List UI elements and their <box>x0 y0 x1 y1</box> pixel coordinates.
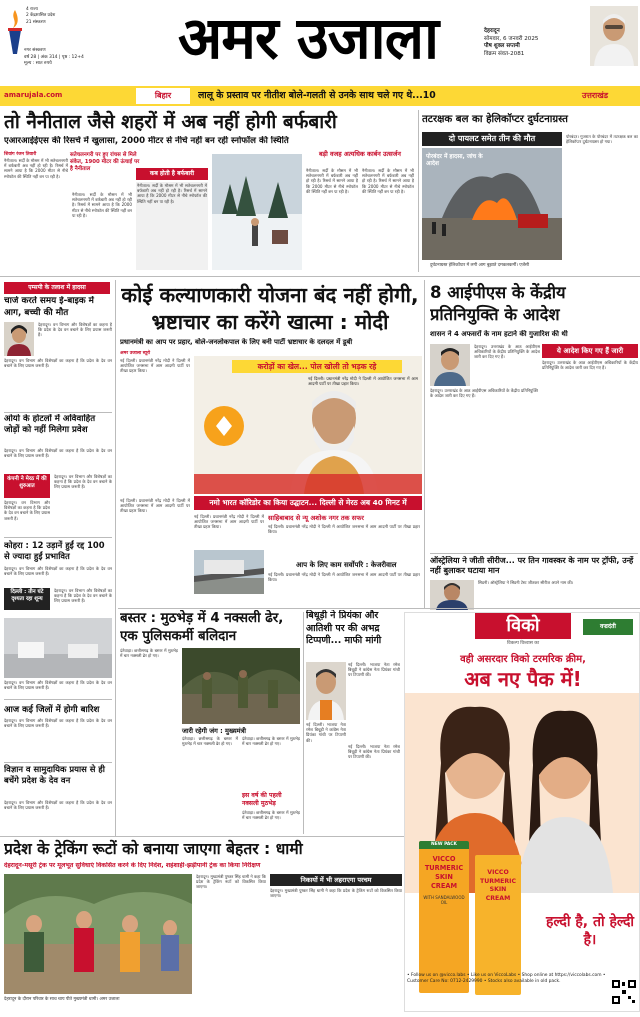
bihar-label: बिहार <box>136 88 190 104</box>
dhami-box-body: देहरादून। मुख्यमंत्री पुष्कर सिंह धामी ने कहा कि प्रदेश के ट्रेकिंग रूटों को विकसित किया जाएगा। <box>270 888 402 899</box>
namo-strip: नमो भारत कॉरिडोर का किया उद्घाटन... दिल्ली से मेरठ अब 40 मिनट में <box>194 496 422 510</box>
cricket-headline[interactable]: ऑस्ट्रेलिया ने जीती सीरीज... पर तिन गावस्कर के नाम पर ट्रॉफी, उन्हें नहीं बुलाकर घटाया मान <box>430 556 634 576</box>
rain-headline[interactable]: आज कई जिलों में होगी बारिश <box>4 705 100 715</box>
divider <box>4 762 112 763</box>
forest-body: देहरादून। वन विभाग और विशेषज्ञों का कहना है कि प्रदेश के देव वन बचाने के लिए प्रयास जरूरी हैं। <box>4 800 112 811</box>
ips-body: देहरादून। उत्तराखंड के आठ आईपीएस अधिकारियों के केंद्रीय प्रतिनियुक्ति के आदेश जारी कर दिए गए हैं। <box>474 344 540 360</box>
topbar-headline[interactable]: लालू के प्रस्ताव पर नीतीश बोले-गलती से उनके साथ चले गए थे...10 <box>198 90 436 101</box>
forest-headline[interactable]: विज्ञान व सामुदायिक प्रयास से ही बचेंगे प्रदेश के देव वन <box>4 764 105 786</box>
bidhuri-body-2: नई दिल्ली। भाजपा नेता रमेश बिधूड़ी ने कांग्रेस नेता प्रियंका गांधी पर टिप्पणी की। <box>306 722 346 743</box>
side-kicker: बड़ी वजह अत्यधिक कार्बन उत्सर्जन <box>319 150 401 158</box>
lead-kicker: सतेचलनगरी पर हुए रांचस से मिले संकेत, 1900 मीटर की ऊंचाई पर है नैनीताल <box>70 152 140 172</box>
fog-headline[interactable]: कोहरा : 12 उड़ानें हुईं रद्द 100 से ज्यादा हुईं प्रभावित <box>4 540 105 562</box>
divider <box>118 608 640 609</box>
oyo-body-2: देहरादून। वन विभाग और विशेषज्ञों का कहना है कि प्रदेश के देव वन बचाने के लिए प्रयास जरूरी हैं। <box>54 474 112 490</box>
modi-quote-body: नई दिल्ली। प्रधानमंत्री नरेंद्र मोदी ने दिल्ली में आयोजित जनसभा में आम आदमी पार्टी पर तीखा प्रहार किया। <box>308 376 418 387</box>
modi-body-2: नई दिल्ली। प्रधानमंत्री नरेंद्र मोदी ने दिल्ली में आयोजित जनसभा में आम आदमी पार्टी पर तीखा प्रहार किया। <box>120 498 190 514</box>
bidhuri-headline[interactable]: बिधूड़ी ने प्रियंका और आतिशी पर की अभद्र टिप्पणी... माफी मांगी <box>306 610 382 647</box>
ad-product: VICCO TURMERIC SKIN CREAM <box>479 869 516 902</box>
left-col-kicker: एम्सपी के तलाश में हादसा <box>4 282 110 294</box>
ad-product: VICCO TURMERIC SKIN CREAM <box>424 855 464 890</box>
flag-line: 4 राज्य <box>26 7 38 12</box>
divider <box>424 280 425 608</box>
city: देहरादून <box>484 28 500 34</box>
bidhuri-photo <box>306 662 346 720</box>
snowfall-box-title: कब होती है बर्फबारी <box>136 168 208 180</box>
bastar-sub: इस वर्ष की पहली नक्सली मुठभेड़ <box>242 792 282 807</box>
divider <box>0 836 404 837</box>
divider <box>4 699 112 700</box>
kejriwal-headline: आप के लिए काम सर्वोपरि : केजरीवाल <box>296 561 397 569</box>
bidhuri-body-3: नई दिल्ली। भाजपा नेता रमेश बिधूड़ी ने कांग्रेस नेता प्रियंका गांधी पर टिप्पणी की। <box>348 744 400 760</box>
bidhuri-body: नई दिल्ली। भाजपा नेता रमेश बिधूड़ी ने कांग्रेस नेता प्रियंका गांधी पर टिप्पणी की। <box>348 662 400 678</box>
portrait-photo <box>590 6 638 66</box>
dateline <box>484 28 588 58</box>
bastar-caption: जारी रहेगी जंग : मुख्यमंत्री <box>182 727 246 735</box>
divider <box>115 280 116 836</box>
ad-footer: • Follow us on @vicco.labs • Like us on ViccoLabs • Shop online at https://viccolabs.com • Customer Care No: 0712-2429990 • Stocks also available in old pack. <box>407 973 606 984</box>
ebike-body: देहरादून। वन विभाग और विशेषज्ञों का कहना है कि प्रदेश के देव वन बचाने के लिए प्रयास जरूरी हैं। <box>38 322 112 338</box>
heli-body: पोरबंदर। गुजरात के पोरबंदर में तटरक्षक बल का हेलिकॉप्टर दुर्घटनाग्रस्त हो गया। <box>566 134 638 145</box>
divider <box>4 537 112 538</box>
fog-body-3: देहरादून। वन विभाग और विशेषज्ञों का कहना है कि प्रदेश के देव वन बचाने के लिए प्रयास जरूरी हैं। <box>4 680 112 691</box>
divider <box>4 412 112 413</box>
snowfall-box-body: नैनीताल। सर्दी के मौसम में भी सतेचलनगरी में बर्फबारी अब नहीं हो रही है। रिसर्च में सामने आया है कि 2000 मीटर से नीचे स्नोफॉल की स्थिति नहीं बन पा रही है। <box>136 182 208 270</box>
gavaskar-photo <box>430 580 474 610</box>
namo-side-body: नई दिल्ली। प्रधानमंत्री नरेंद्र मोदी ने दिल्ली में आयोजित जनसभा में आम आदमी पार्टी पर तीखा प्रहार किया। <box>268 524 420 535</box>
dhami-box-title: निकायों में भी लहराएगा परचम <box>270 874 402 886</box>
panchang-2: विक्रम संवत-2081 <box>484 50 525 57</box>
edition: नगर संस्करण <box>24 48 46 53</box>
ips-strip: ये आदेश किए गए हैं जारी <box>542 344 638 358</box>
divider <box>418 110 419 272</box>
flag-line: 2 केंद्रशासित प्रदेश <box>26 13 56 19</box>
ad-tagline-2: अब नए पैक में! <box>464 667 582 691</box>
oyo-pill: कंपनी ने मेरठ में की शुरुआत <box>4 474 50 498</box>
uttarakhand-label: उत्तराखंड <box>582 91 609 100</box>
dhami-photo-caption: देहरादून के दौरान परिवार के साथ चाय पीते मुख्यमंत्री धामी। अमर उजाला <box>4 997 120 1002</box>
modi-body: नई दिल्ली। प्रधानमंत्री नरेंद्र मोदी ने दिल्ली में आयोजित जनसभा में आम आदमी पार्टी पर तीखा प्रहार किया। <box>120 358 190 374</box>
bastar-body-3: दंतेवाड़ा। छत्तीसगढ़ के बस्तर में मुठभेड़ में चार नक्सली ढेर हो गए। <box>242 736 300 747</box>
fog-photo <box>4 618 112 678</box>
ad-tagline: वही असरदार विको टरमरिक क्रीम, <box>460 654 586 665</box>
divider <box>303 612 304 834</box>
dhami-headline[interactable]: प्रदेश के ट्रेकिंग रूटों को बनाया जाएगा बेहतर : धामी <box>4 840 303 858</box>
ad-brand: विको <box>475 613 571 639</box>
side-body: नैनीताल। सर्दी के मौसम में भी सतेचलनगरी में बर्फबारी अब नहीं हो रही है। रिसर्च में सामने आया है कि 2000 मीटर से नीचे स्नोफॉल की स्थिति नहीं बन पा रही है। <box>306 168 358 194</box>
fog-pill: दिल्ली : तीन घंटे दृश्यता रहा शून्य <box>4 588 50 610</box>
dhami-body: देहरादून। मुख्यमंत्री पुष्कर सिंह धामी ने कहा कि प्रदेश के ट्रेकिंग रूटों को विकसित किया जाएगा। <box>196 874 266 890</box>
ips-body-2: देहरादून। उत्तराखंड के आठ आईपीएस अधिकारियों के केंद्रीय प्रतिनियुक्ति के आदेश जारी कर दिए गए हैं। <box>542 360 638 371</box>
lead-subhead: एआरआईईएस की रिसर्च में खुलासा, 2000 मीटर से नीचे नहीं बन रही स्नोफॉल की स्थिति <box>4 136 289 146</box>
side-body-2: नैनीताल। सर्दी के मौसम में भी सतेचलनगरी में बर्फबारी अब नहीं हो रही है। रिसर्च में सामने आया है कि 2000 मीटर से नीचे स्नोफॉल की स्थिति नहीं बन पा रही है। <box>362 168 414 194</box>
fog-body: देहरादून। वन विभाग और विशेषज्ञों का कहना है कि प्रदेश के देव वन बचाने के लिए प्रयास जरूरी हैं। <box>4 566 112 577</box>
torch-logo-icon <box>4 8 26 56</box>
panchang: पौष शुक्ल सप्तमी <box>484 43 520 50</box>
vicco-ad[interactable] <box>404 612 640 1012</box>
price: मूल्य : सात रुपये <box>24 61 52 66</box>
heli-headline[interactable]: तटरक्षक बल का हेलिकॉप्टर दुर्घटनाग्रस्त <box>422 114 568 125</box>
ips-subhead: शासन ने 4 अफसरों के नाम हटाने की गुजारिश की थी <box>430 330 568 338</box>
bastar-body: दंतेवाड़ा। छत्तीसगढ़ के बस्तर में मुठभेड़ में चार नक्सली ढेर हो गए। <box>120 648 178 659</box>
issue: वर्ष 28 | अंक 314 | पृष्ठ : 12+4 <box>24 54 84 60</box>
bastar-body-2: दंतेवाड़ा। छत्तीसगढ़ के बस्तर में मुठभेड़ में चार नक्सली ढेर हो गए। <box>182 736 238 747</box>
ad-brand-side: वज्रदंती <box>583 619 633 635</box>
bastar-body-4: दंतेवाड़ा। छत्तीसगढ़ के बस्तर में मुठभेड़ में चार नक्सली ढेर हो गए। <box>242 810 300 821</box>
ad-tube-1[interactable] <box>419 841 469 993</box>
modi-subhead: प्रधानमंत्री का आप पर प्रहार, बोले-जनलोकपाल के लिए बनी पार्टी भ्रष्टाचार के दलदल में डूबी <box>120 338 353 346</box>
ad-slogan: हल्दी है, तो हेल्दी है। <box>545 914 635 948</box>
ad-badge: NEW PACK <box>419 841 469 849</box>
modi-byline: अमर उजाला ब्यूरो <box>120 351 151 356</box>
divider <box>0 276 640 277</box>
ebike-headline[interactable]: चार्ज करते समय ई-बाइक में आग, बच्ची की मौत <box>4 296 94 318</box>
dhami-photo <box>4 874 192 994</box>
heli-photo-caption: पोरबंदर में हादसा, जांच के आदेश <box>426 154 483 168</box>
ips-photo <box>430 344 470 386</box>
ad-product-sub: WITH SANDALWOOD OIL <box>423 895 465 905</box>
oyo-headline[interactable]: ओयो के होटलों में अविवाहित जोड़ों को नहीं मिलेगा प्रवेश <box>4 414 96 436</box>
heli-strip: दो पायलट समेत तीन की मौत <box>422 132 562 146</box>
kejriwal-body: नई दिल्ली। प्रधानमंत्री नरेंद्र मोदी ने दिल्ली में आयोजित जनसभा में आम आदमी पार्टी पर तीखा प्रहार किया। <box>268 572 420 583</box>
heli-photo-label: दुर्घटनाग्रस्त हेलिकॉप्टर में लगी आग बुझाते दमकलकर्मी। एजेंसी <box>430 263 530 268</box>
website[interactable]: amarujala.com <box>4 91 63 99</box>
edition-block <box>24 48 104 68</box>
fog-body-2: देहरादून। वन विभाग और विशेषज्ञों का कहना है कि प्रदेश के देव वन बचाने के लिए प्रयास जरूरी हैं। <box>54 588 112 604</box>
modi-headline[interactable]: कोई कल्याणकारी योजना बंद नहीं होगी, भ्रष्टाचार का करेंगे खात्मा : मोदी <box>121 283 419 334</box>
qr-code-icon[interactable] <box>611 979 637 1005</box>
masthead <box>0 0 640 82</box>
lead-body: नैनीताल। सर्दी के मौसम में भी सतेचलनगरी में बर्फबारी अब नहीं हो रही है। रिसर्च में सामने आया है कि 2000 मीटर से नीचे स्नोफॉल की स्थिति नहीं बन पा रही है। <box>4 158 68 179</box>
flag-lines <box>26 7 72 26</box>
ips-body-3: देहरादून। उत्तराखंड के आठ आईपीएस अधिकारियों के केंद्रीय प्रतिनियुक्ति के आदेश जारी कर दिए गए हैं। <box>430 388 538 399</box>
girl-photo <box>4 322 34 356</box>
lead-byline: शिवांग रंजन तिवारी <box>4 152 37 157</box>
bastar-headline[interactable]: बस्तर : मुठभेड़ में 4 नक्सली ढेर, एक पुलिसकर्मी बलिदान <box>120 611 284 644</box>
dhami-subhead: देहरादून-मसूरी ट्रेक पर मूलभूत सुविधाएं विकसित करने के दिए निर्देश, शहंशाही-झड़ीपानी ट्रेक का किया निरीक्षण <box>4 862 261 869</box>
modi-quote-title: करोड़ों का खेल... पोल खोली तो भड़क रहे <box>232 360 402 373</box>
bastar-photo <box>182 648 300 724</box>
lead-body-2: नैनीताल। सर्दी के मौसम में भी सतेचलनगरी में बर्फबारी अब नहीं हो रही है। रिसर्च में सामने आया है कि 2000 मीटर से नीचे स्नोफॉल की स्थिति नहीं बन पा रही है। <box>72 192 132 218</box>
ad-brand-sub: विकल्प विश्वास का <box>506 641 540 646</box>
lead-headline[interactable]: तो नैनीताल जैसे शहरों में अब नहीं होगी बर्फबारी <box>4 111 337 133</box>
namo-side-head: साहिबाबाद से न्यू अशोक नगर तक सफर <box>268 514 364 522</box>
namo-body: नई दिल्ली। प्रधानमंत्री नरेंद्र मोदी ने दिल्ली में आयोजित जनसभा में आम आदमी पार्टी पर तीखा प्रहार किया। <box>194 514 264 530</box>
ebike-body-2: देहरादून। वन विभाग और विशेषज्ञों का कहना है कि प्रदेश के देव वन बचाने के लिए प्रयास जरूरी हैं। <box>4 358 112 369</box>
divider <box>430 553 638 554</box>
namo-train-photo <box>194 550 264 594</box>
oyo-body-3: देहरादून। वन विभाग और विशेषज्ञों का कहना है कि प्रदेश के देव वन बचाने के लिए प्रयास जरूरी हैं। <box>4 500 50 521</box>
flag-line: 21 संस्करण <box>26 19 46 25</box>
snow-photo <box>212 154 302 270</box>
ips-headline[interactable]: 8 आईपीएस के केंद्रीय प्रतिनियुक्ति के आदेश <box>430 283 566 324</box>
cricket-body: सिडनी। ऑस्ट्रेलिया ने सिडनी टेस्ट जीतकर सीरीज अपने नाम की। <box>478 580 574 585</box>
oyo-body: देहरादून। वन विभाग और विशेषज्ञों का कहना है कि प्रदेश के देव वन बचाने के लिए प्रयास जरूरी हैं। <box>4 448 112 459</box>
date: सोमवार, 6 जनवरी 2025 <box>484 35 539 42</box>
logo: अमर उजाला <box>177 4 439 72</box>
rain-body: देहरादून। वन विभाग और विशेषज्ञों का कहना है कि प्रदेश के देव वन बचाने के लिए प्रयास जरूरी हैं। <box>4 718 112 729</box>
